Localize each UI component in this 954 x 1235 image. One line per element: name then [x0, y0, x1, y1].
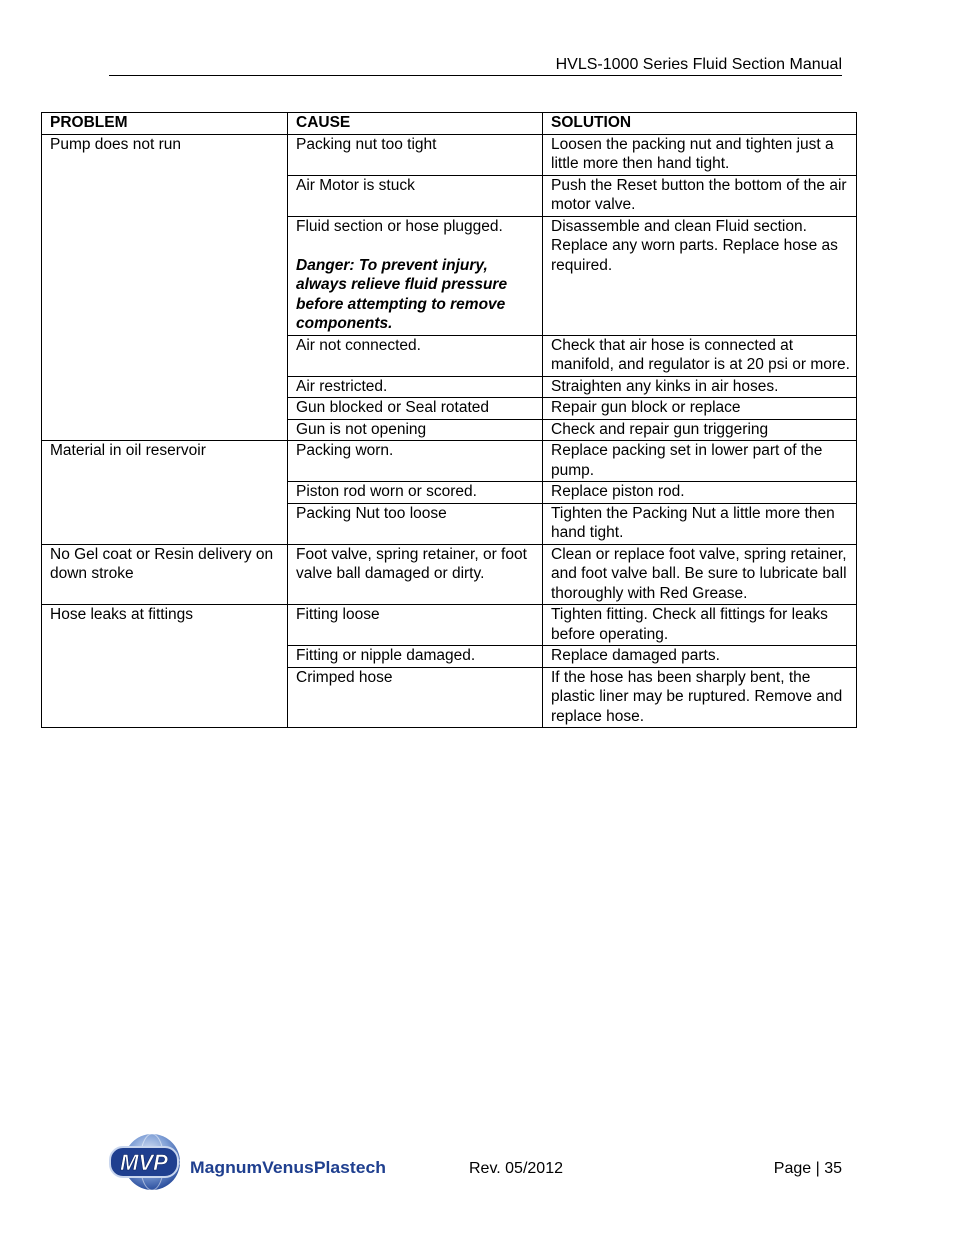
table-row [42, 544, 857, 605]
header-title: HVLS-1000 Series Fluid Section Manual [555, 56, 842, 73]
solution-cell: Replace damaged parts. [543, 646, 857, 668]
solution-cell: If the hose has been sharply bent, the plastic liner may be ruptured. Remove and replace hose. [543, 667, 857, 728]
solution-cell: Tighten fitting. Check all fittings for leaks before operating. [543, 605, 857, 646]
solution-cell: Replace piston rod. [543, 482, 857, 504]
cause-cell: Gun is not opening [288, 419, 543, 441]
solution-cell: Tighten the Packing Nut a little more then hand tight. [543, 503, 857, 544]
solution-cell: Straighten any kinks in air hoses. [543, 376, 857, 398]
table-row [42, 134, 857, 175]
cause-cell: Fitting or nipple damaged. [288, 646, 543, 668]
cause-cell: Gun blocked or Seal rotated [288, 398, 543, 420]
column-header-solution: SOLUTION [543, 113, 857, 135]
cause-cell: Air not connected. [288, 335, 543, 376]
solution-cell: Repair gun block or replace [543, 398, 857, 420]
solution-cell: Disassemble and clean Fluid section. Replace any worn parts. Replace hose as required. [543, 216, 857, 335]
footer-page-number: Page | 35 [773, 1160, 842, 1177]
cause-cell: Fitting loose [288, 605, 543, 646]
solution-cell: Check that air hose is connected at manifold, and regulator is at 20 psi or more. [543, 335, 857, 376]
cause-cell: Air restricted. [288, 376, 543, 398]
problem-cell: Hose leaks at fittings [42, 605, 288, 728]
cause-cell: Packing Nut too loose [288, 503, 543, 544]
table-row [42, 605, 857, 646]
cause-cell: Crimped hose [288, 667, 543, 728]
solution-cell: Replace packing set in lower part of the pump. [543, 441, 857, 482]
solution-cell: Push the Reset button the bottom of the air motor valve. [543, 175, 857, 216]
cause-cell [288, 216, 543, 335]
cause-cell: Foot valve, spring retainer, or foot valve ball damaged or dirty. [288, 544, 543, 605]
table-header-row [42, 113, 857, 135]
problem-cell: Material in oil reservoir [42, 441, 288, 545]
danger-warning: Danger: To prevent injury, always relieve fluid pressure before attempting to remove components. [296, 256, 508, 332]
column-header-cause: CAUSE [288, 113, 543, 135]
column-header-problem: PROBLEM [42, 113, 288, 135]
table-row [42, 441, 857, 482]
cause-cell: Air Motor is stuck [288, 175, 543, 216]
solution-cell: Loosen the packing nut and tighten just a little more then hand tight. [543, 134, 857, 175]
header-rule [109, 75, 842, 76]
logo-company-name: MagnumVenusPlastech [190, 1159, 386, 1177]
troubleshooting-table [41, 112, 857, 728]
footer-revision: Rev. 05/2012 [469, 1160, 563, 1177]
cause-cell: Packing nut too tight [288, 134, 543, 175]
solution-cell: Clean or replace foot valve, spring retainer, and foot valve ball. Be sure to lubricate ball thoroughly with Red Grease. [543, 544, 857, 605]
problem-cell: Pump does not run [42, 134, 288, 441]
cause-cell: Packing worn. [288, 441, 543, 482]
logo-badge-text: MVP [120, 1150, 168, 1175]
company-logo [108, 1132, 398, 1194]
problem-cell: No Gel coat or Resin delivery on down stroke [42, 544, 288, 605]
cause-text: Fluid section or hose plugged. [296, 217, 503, 235]
cause-cell: Piston rod worn or scored. [288, 482, 543, 504]
solution-cell: Check and repair gun triggering [543, 419, 857, 441]
